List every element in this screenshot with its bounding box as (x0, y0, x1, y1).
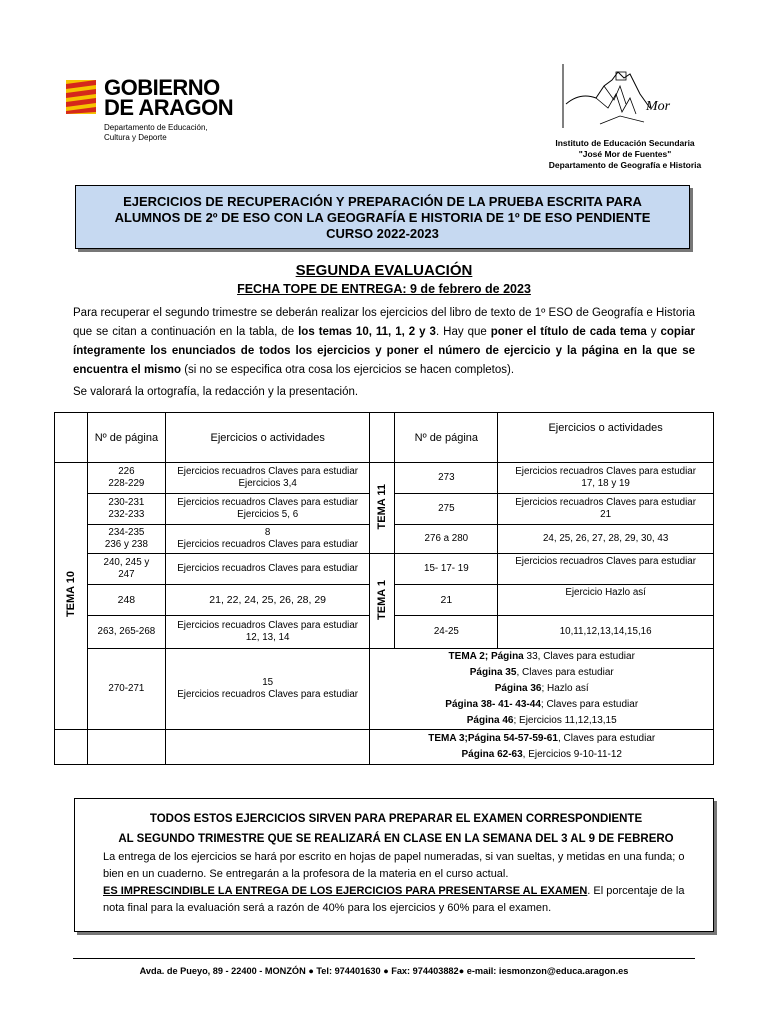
tema3-empty-1 (55, 730, 88, 765)
gov-logo-text: GOBIERNO DE ARAGON (104, 75, 234, 120)
signature-mor: Mor (646, 99, 671, 114)
right-page-cell: 275 (395, 494, 498, 525)
section-title: SEGUNDA EVALUACIÓN (295, 262, 473, 279)
header-activities-left: Ejercicios o actividades (165, 413, 370, 463)
gov-department: Departamento de Educación, Cultura y Deporte (104, 123, 208, 142)
left-act-cell: Ejercicios recuadros Claves para estudiar Ejercicios 3,4 (165, 463, 370, 494)
left-page-cell: 234-235 236 y 238 (87, 525, 165, 554)
aragon-flag-logo (66, 80, 96, 114)
tema3-empty-2 (87, 730, 165, 765)
notice-paragraph-1: La entrega de los ejercicios se hará por escrito en hojas de papel numeradas, si van sueltas, y metidas en una funda; o bien en un cuaderno. Se entregarán a la profesora de la materia en el curso actual. (103, 851, 685, 880)
right-page-cell: 24-25 (395, 616, 498, 649)
left-act-cell: 8 Ejercicios recuadros Claves para estudiar (165, 525, 370, 554)
exercises-table (54, 412, 714, 765)
tema11-label: TEMA 11 (376, 483, 389, 530)
right-act-cell: Ejercicio Hazlo así (498, 585, 714, 616)
right-act-cell: Ejercicios recuadros Claves para estudiar 21 (498, 494, 714, 525)
tema10-label: TEMA 10 (64, 571, 77, 618)
intro-paragraph: Para recuperar el segundo trimestre se deberán realizar los ejercicios del libro de texto de 1º ESO de Geografía e Historia que se citan a continuación en la tabla, de los temas 10, 11, 1, 2 y 3. Hay que poner el título de cada tema y copiar íntegramente los enunciados de todos los ejercicios y poner el número de ejercicio y la página en la que se encuentra el mismo (si no se especifica otra cosa los ejercicios se hacen completos). (73, 307, 696, 376)
school-castle-logo (560, 64, 688, 136)
left-act-cell: 15 Ejercicios recuadros Claves para estudiar (165, 649, 370, 730)
left-act-cell: 21, 22, 24, 25, 26, 28, 29 (165, 585, 370, 616)
tema3-empty-3 (165, 730, 370, 765)
notice-paragraph-2: ES IMPRESCINDIBLE LA ENTREGA DE LOS EJERCICIOS PARA PRESENTARSE AL EXAMEN. El porcentaje de la nota final para la evaluación será a razón de 40% para los ejercicios y 60% para el examen. (103, 885, 685, 914)
notice-heading-2: AL SEGUNDO TRIMESTRE QUE SE REALIZARÁ EN CLASE EN LA SEMANA DEL 3 AL 9 DE FEBRERO (118, 833, 674, 845)
footer-rule (73, 958, 695, 959)
tema10-label-cell (55, 463, 88, 730)
left-page-cell: 230-231 232-233 (87, 494, 165, 525)
deadline: FECHA TOPE DE ENTREGA: 9 de febrero de 2023 (237, 282, 531, 296)
tema3-cell: TEMA 3;Página 54-57-59-61, Claves para estudiar Página 62-63, Ejercicios 9-10-11-12 (370, 730, 714, 765)
title-line-1: EJERCICIOS DE RECUPERACIÓN Y PREPARACIÓN DE LA PRUEBA ESCRITA PARA (123, 194, 642, 209)
title-box (75, 185, 690, 249)
tema2-cell: TEMA 2; Página 33, Claves para estudiar Página 35, Claves para estudiar Página 36; Hazlo así Página 38- 41- 43-44; Claves para estudiar Página 46; Ejercicios 11,12,13,15 (370, 649, 714, 730)
left-page-cell: 270-271 (87, 649, 165, 730)
intro-paragraph-2: Se valorará la ortografía, la redacción y la presentación. (73, 386, 359, 398)
right-act-cell: 24, 25, 26, 27, 28, 29, 30, 43 (498, 525, 714, 554)
right-page-cell: 273 (395, 463, 498, 494)
right-act-cell: Ejercicios recuadros Claves para estudiar (498, 554, 714, 585)
left-page-cell: 226 228-229 (87, 463, 165, 494)
notice-heading-1: TODOS ESTOS EJERCICIOS SIRVEN PARA PREPARAR EL EXAMEN CORRESPONDIENTE (149, 813, 643, 825)
right-page-cell: 15- 17- 19 (395, 554, 498, 585)
header-empty-right (370, 413, 395, 463)
left-page-cell: 263, 265-268 (87, 616, 165, 649)
title-line-3: CURSO 2022-2023 (326, 226, 439, 241)
right-act-cell: Ejercicios recuadros Claves para estudiar 17, 18 y 19 (498, 463, 714, 494)
tema1-label: TEMA 1 (376, 579, 389, 620)
school-info: Instituto de Educación Secundaria "José Mor de Fuentes" Departamento de Geografía e Historia (548, 138, 702, 170)
notice-box (74, 798, 714, 932)
left-page-cell: 248 (87, 585, 165, 616)
header-activities-right: Ejercicios o actividades (498, 413, 714, 463)
left-act-cell: Ejercicios recuadros Claves para estudiar (165, 554, 370, 585)
right-act-cell: 10,11,12,13,14,15,16 (498, 616, 714, 649)
title-line-2: ALUMNOS DE 2º DE ESO CON LA GEOGRAFÍA E HISTORIA DE 1º DE ESO PENDIENTE (114, 210, 651, 225)
tema1-label-cell (370, 554, 395, 649)
header-page-right: Nº de página (395, 413, 498, 463)
footer-address: Avda. de Pueyo, 89 - 22400 - MONZÓN ● Tel: 974401630 ● Fax: 974403882● e-mail: iesmonzon@educa.aragon.es (139, 966, 629, 976)
right-page-cell: 276 a 280 (395, 525, 498, 554)
left-page-cell: 240, 245 y 247 (87, 554, 165, 585)
right-page-cell: 21 (395, 585, 498, 616)
tema11-label-cell (370, 463, 395, 554)
left-act-cell: Ejercicios recuadros Claves para estudiar Ejercicios 5, 6 (165, 494, 370, 525)
left-act-cell: Ejercicios recuadros Claves para estudiar 12, 13, 14 (165, 616, 370, 649)
header-empty (55, 413, 88, 463)
header-page-left: Nº de página (87, 413, 165, 463)
